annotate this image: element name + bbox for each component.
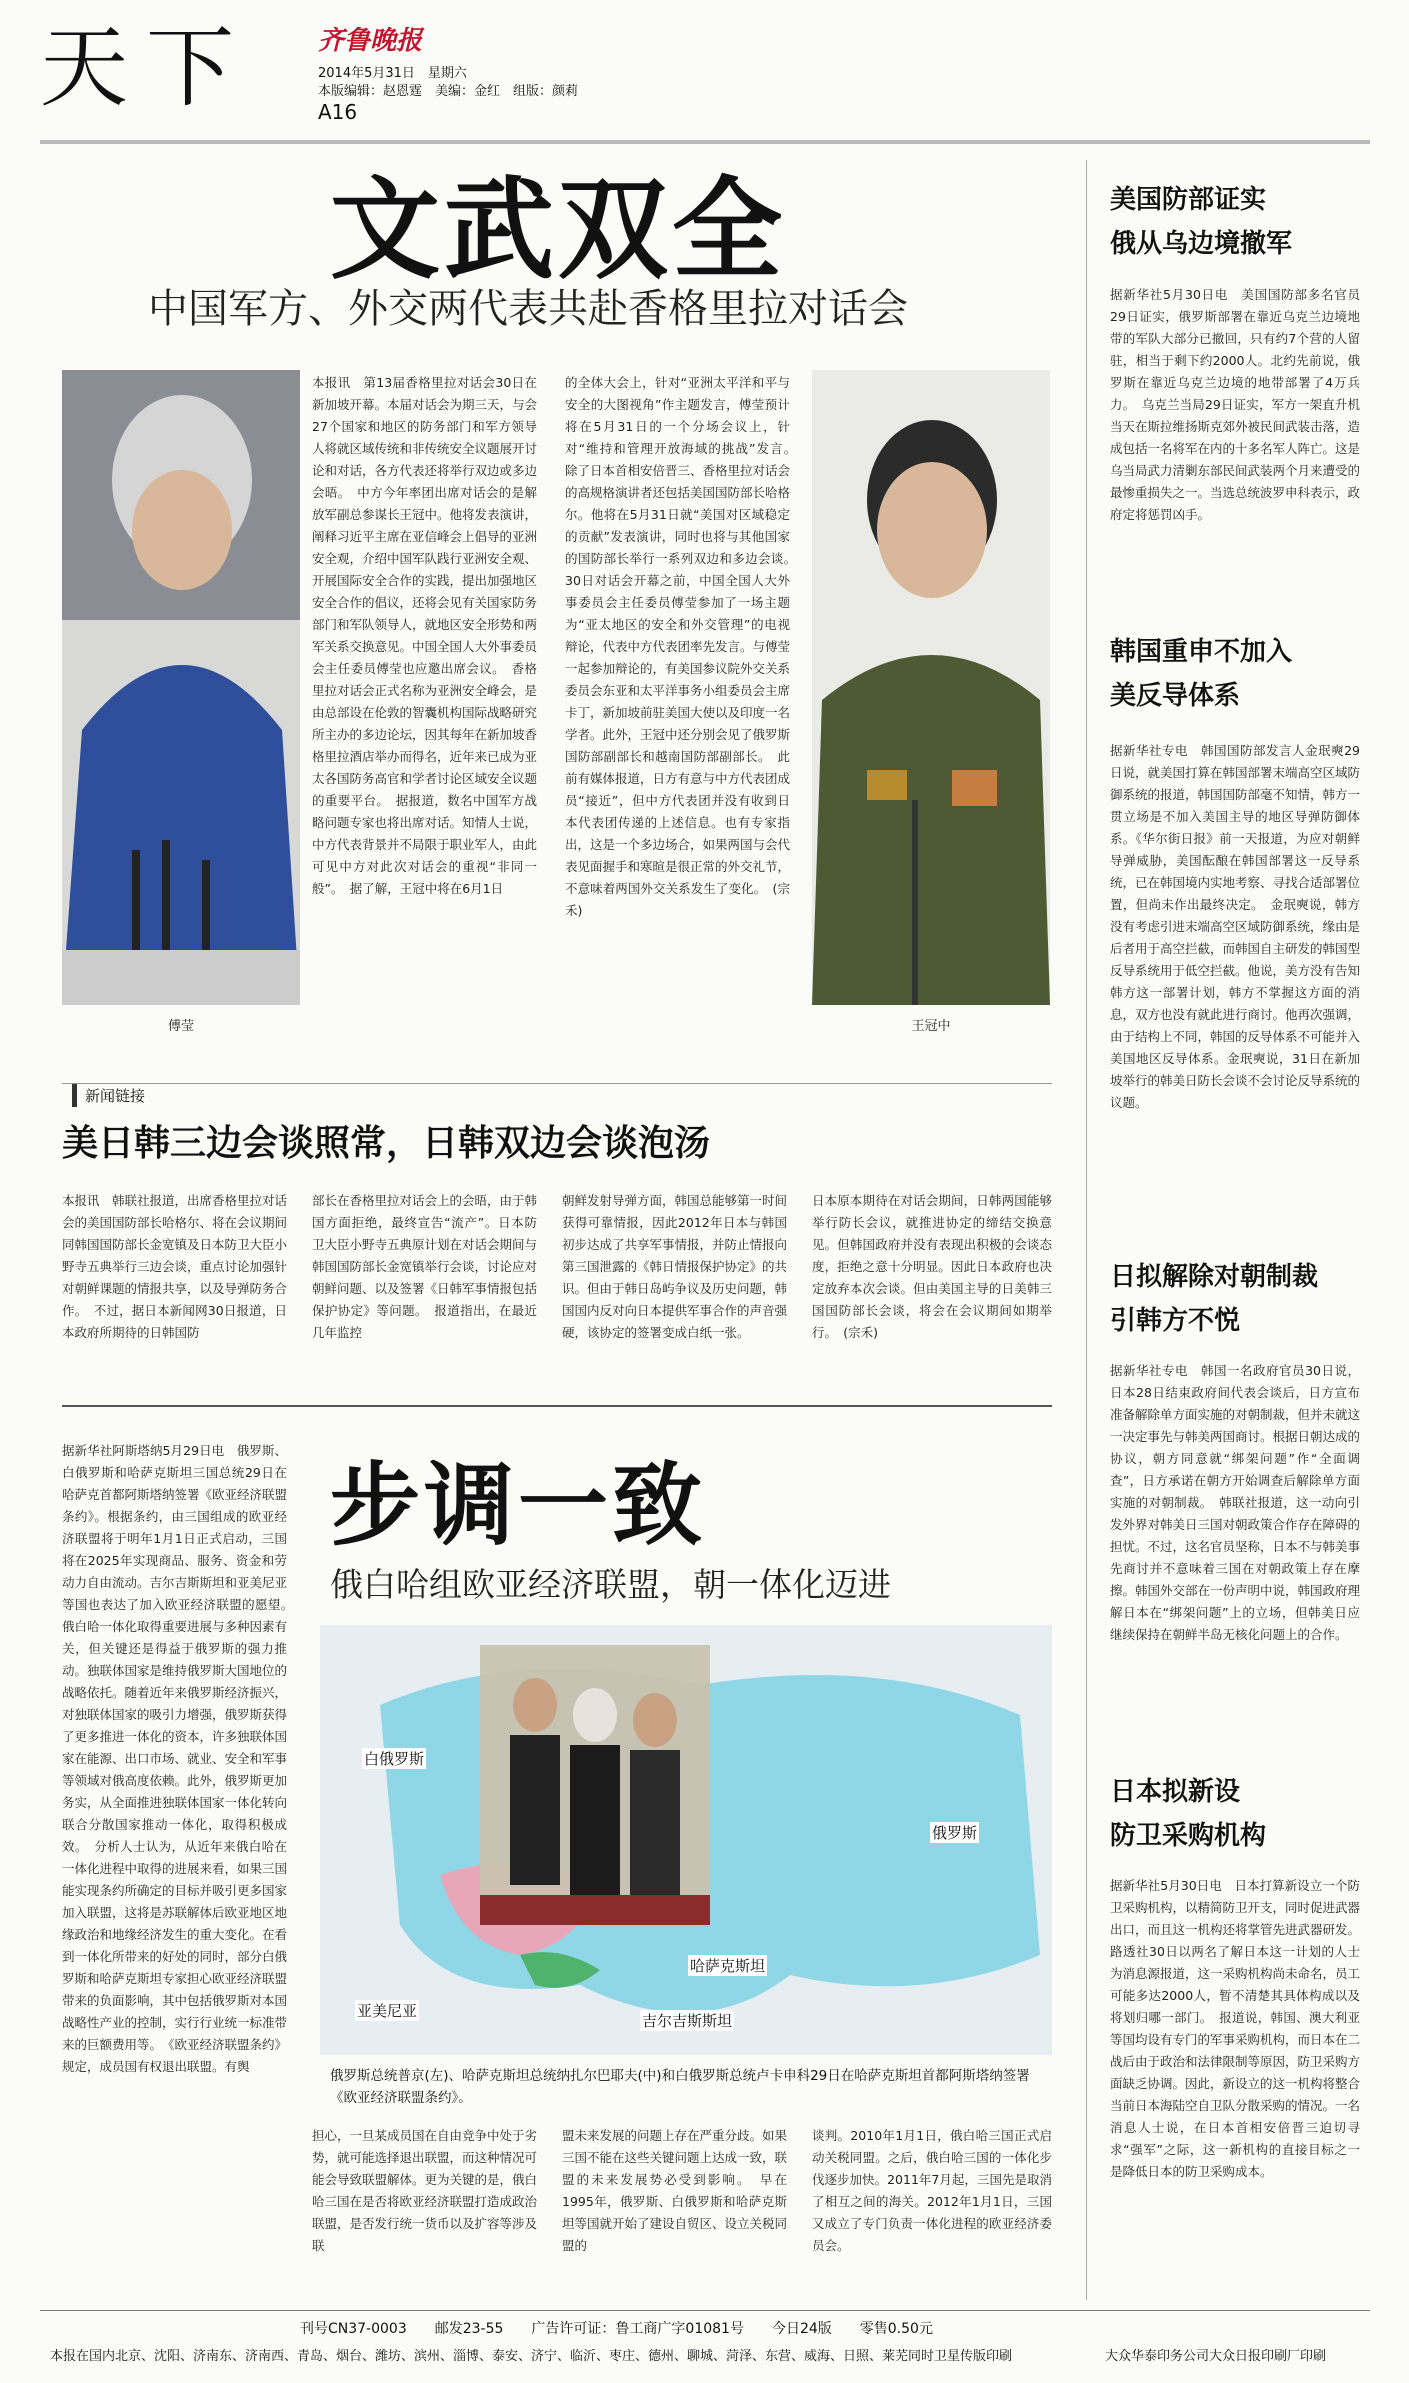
map-label-russia: 俄罗斯 [932,1824,978,1842]
eurasia-caption: 俄罗斯总统普京(左)、哈萨克斯坦总统纳扎尔巴耶夫(中)和白俄罗斯总统卢卡申科29日在哈萨克斯坦首都阿斯塔纳签署《欧亚经济联盟条约》。 [330,2068,1030,2106]
news-link-col2: 部长在香格里拉对话会上的会晤，由于韩国方面拒绝，最终宣告“流产”。日本防卫大臣小野寺五典原计划在对话会期间与韩国国防部长金宽镇举行会谈，讨论应对朝鲜问题、以及签署《日韩军事情报包括保护协定》等问题。 报道指出，在最近几年监控 [312,1193,538,1340]
sidebar-title-1: 美国防部证实 俄从乌边境撤军 [1110,185,1293,259]
lead-col1: 本报讯 第13届香格里拉对话会30日在新加坡开幕。本届对话会为期三天，与会27个国家和地区的防务部门和军方领导人将就区域传统和非传统安全议题展开讨论和对话，各方代表还将举行双边或多边会晤。 中方今年率团出席对话会的是解放军副总参谋长王冠中。他将发表演讲，阐释习近平主席在亚信峰会上倡导的亚洲安全观，介绍中国军队践行亚洲安全观、开展国际安全合作的实践，提出加强地区安全合作的倡议，还将会见有关国家防务部门和军队领导人，就地区安全形势和两军关系交换意见。中国全国人大外事委员会主任委员傅莹也应邀出席会议。 香格里拉对话会正式名称为亚洲安全峰会，是由总部设在伦敦的智囊机构国际战略研究所主办的多边论坛，因其每年在新加坡香格里拉酒店举办而得名，近年来已成为亚太各国防务高官和学者讨论区域安全议题的重要平台。 据报道，数名中国军方战略问题专家也将出席对话。知情人士说，中方代表背景并不局限于职业军人，由此可见中方对此次对话会的重视“非同一般”。 据了解，王冠中将在6月1日 [312,375,538,896]
masthead-rule [40,140,1370,144]
photo-fu-ying [62,370,300,1005]
news-link-col1: 本报讯 韩联社报道，出席香格里拉对话会的美国国防部长哈格尔、将在会议期间同韩国国防部长金宽镇及日本防卫大臣小野寺五典举行三边会谈，重点讨论加强针对朝鲜课题的情报共享，以及导弹防务合作。 不过，据日本新闻网30日报道，日本政府所期待的日韩国防 [62,1193,288,1340]
section-title: 天下 [40,16,253,119]
paper-logo: 齐鲁晚报 [318,26,423,56]
photo-wang-guanzhong [812,370,1050,1005]
news-link-col4: 日本原本期待在对话会期间，日韩两国能够举行防长会议，就推进协定的缔结交换意见。但韩国政府并没有表现出积极的会谈态度，拒绝之意十分明显。因此日本政府也决定放弃本次会谈。但由美国主导的日美韩三国国防部长会谈，将会在会议期间如期举行。 (宗禾) [812,1193,1052,1340]
eurasia-headline: 步调一致 [330,1452,706,1558]
sidebar-text-1: 据新华社5月30日电 美国国防部多名官员29日证实，俄罗斯部署在靠近乌克兰边境地带的军队大部分已撤回，只有约7个营的人留驻，相当于剩下约2000人。北约先前说，俄罗斯在靠近乌克兰边境的地带部署了4万兵力。 乌克兰当局29日证实，军方一架直升机当天在斯拉维扬斯克郊外被民间武装击落，造成包括一名将军在内的十多名军人阵亡。这是乌当局武力清剿东部民间武装两个月来遭受的最惨重损失之一。当选总统波罗申科表示，政府定将惩罚凶手。 [1110,287,1361,522]
lead-headline: 文武双全 [330,165,786,294]
footer-line3: 大众华泰印务公司大众日报印刷厂印刷 [1105,2349,1327,2364]
map-label-kyrgyzstan: 吉尔吉斯斯坦 [642,2012,733,2030]
editors-line: 本版编辑：赵恩霆 美编：金红 组版：颜莉 [318,84,579,99]
caption-left: 傅莹 [167,1019,194,1034]
footer-rule [40,2310,1370,2311]
eurasia-col-a: 担心，一旦某成员国在自由竞争中处于劣势，就可能选择退出联盟，而这种情况可能会导致联盟解体。更为关键的是，俄白哈三国在是否将欧亚经济联盟打造成政治联盟，是否发行统一货币以及扩容等涉及联 [312,2128,538,2253]
map-label-armenia: 亚美尼亚 [357,2002,418,2020]
lead-subhead: 中国军方、外交两代表共赴香格里拉对话会 [148,286,908,332]
sidebar-title-4: 日本拟新设 防卫采购机构 [1110,1777,1267,1851]
caption-right: 王冠中 [911,1019,951,1034]
eurasia-left-col: 据新华社阿斯塔纳5月29日电 俄罗斯、白俄罗斯和哈萨克斯坦三国总统29日在哈萨克首都阿斯塔纳签署《欧亚经济联盟条约》。根据条约，由三国组成的欧亚经济联盟将于明年1月1日正式启动，三国将在2025年实现商品、服务、资金和劳动力自由流动。吉尔吉斯斯坦和亚美尼亚等国也表达了加入欧亚经济联盟的愿望。 俄白哈一体化取得重要进展与多种因素有关，但关键还是得益于俄罗斯的强力推动。独联体国家是维持俄罗斯大国地位的战略依托。随着近年来俄罗斯经济振兴，对独联体国家的吸引力增强，俄罗斯获得了更多推进一体化的资本，许多独联体国家在能源、出口市场、就业、安全和军事等领域对俄高度依赖。此外，俄罗斯更加务实，从全面推进独联体国家一体化转向联合分散国家推动一体化，取得积极成效。 分析人士认为，从近年来俄白哈在一体化进程中取得的进展来看，如果三国能实现条约所确定的目标并吸引更多国家加入联盟，这将是苏联解体后欧亚地区地缘政治和地缘经济发生的重大变化。在看到一体化所带来的好处的同时，部分白俄罗斯和哈萨克斯坦专家担心欧亚经济联盟带来的负面影响，其中包括俄罗斯对本国战略性产业的控制，实行行业统一标准带来的巨额费用等。 《欧亚经济联盟条约》规定，成员国有权退出联盟。有舆 [62,1443,300,2074]
eurasia-subhead: 俄白哈组欧亚经济联盟，朝一体化迈进 [330,1565,891,1604]
news-link-headline: 美日韩三边会谈照常，日韩双边会谈泡汤 [62,1122,711,1164]
news-link-col3: 朝鲜发射导弹方面，韩国总能够第一时间获得可靠情报，因此2012年日本与韩国初步达成了共享军事情报，并防止情报向第三国泄露的《韩日情报保护协定》的共识。但由于韩日岛屿争议及历史问题，韩国国内反对向日本提供军事合作的声音强硬，该协定的签署变成白纸一张。 [562,1193,788,1340]
map-label-kazakhstan: 哈萨克斯坦 [690,1957,766,1975]
eurasia-col-c: 谈判。2010年1月1日，俄白哈三国正式启动关税同盟。之后，俄白哈三国的一体化步伐逐步加快。2011年7月起，三国先是取消了相互之间的海关。2012年1月1日，三国又成立了专门负责一体化进程的欧亚经济委员会。 [812,2128,1052,2253]
eurasia-col-b: 盟未来发展的问题上存在严重分歧。如果三国不能在这些关键问题上达成一致，联盟的未来发展势必受到影响。 早在1995年，俄罗斯、白俄罗斯和哈萨克斯坦等国就开始了建设自贸区、设立关税同盟的 [562,2128,788,2253]
news-link-tag: 新闻链接 [72,1084,153,1107]
lead-col2: 的全体大会上，针对“亚洲太平洋和平与安全的大图视角”作主题发言，傅莹预计将在5月31日的一个分场会议上，针对“维持和管理开放海域的挑战”发言。 除了日本首相安倍晋三、香格里拉对话会的高规格演讲者还包括美国国防部长哈格尔。他将在5月31日就“美国对区域稳定的贡献”发表演讲，同时也将与其他国家的国防部长举行一系列双边和多边会谈。 30日对话会开幕之前，中国全国人大外事委员会主任委员傅莹参加了一场主题为“亚太地区的安全和外交管理”的电视辩论，代表中方代表团率先发言。与傅莹一起参加辩论的，有美国参议院外交关系委员会东亚和太平洋事务小组委员会主席卡丁，新加坡前驻美国大使以及印度一名学者。此外，王冠中还分别会见了俄罗斯国防部副部长和越南国防部副部长。 此前有媒体报道，日方有意与中方代表团成员“接近”，但中方代表团并没有收到日本代表团传递的上述信息。也有专家指出，这是一个多边场合，如果两国与会代表见面握手和寒暄是很正常的外交礼节，不意味着两国外交关系发生了变化。 (宗禾) [565,375,803,918]
page-number: A16 [318,100,358,124]
sidebar-text-3: 据新华社专电 韩国一名政府官员30日说，日本28日结束政府间代表会谈后，日方宣布准备解除单方面实施的对朝制裁，但并未就这一决定事先与韩美两国商讨。根据日朝达成的协议，朝方同意就“绑架问题”作“全面调查”，日方承诺在朝方开始调查后解除单方面实施的对朝制裁。 韩联社报道，这一动向引发外界对韩美日三国对朝政策合作存在障碍的担忧。不过，这名官员坚称，日本不与韩美事先商讨并不意味着三国在对朝政策上存在摩擦。韩国外交部在一份声明中说，韩国政府理解日本在“绑架问题”上的立场，但韩美日应继续保持在朝鲜半岛无核化问题上的合作。 [1110,1363,1361,1642]
sidebar-divider [1086,160,1087,2300]
sidebar-text-2: 据新华社专电 韩国国防部发言人金珉奭29日说，就美国打算在韩国部署末端高空区域防御系统的报道，韩国国防部毫不知情，韩方一贯立场是不加入美国主导的地区导弹防御体系。《华尔街日报》前一天报道，为应对朝鲜导弹威胁，美国酝酿在韩国部署这一反导系统，已在韩国境内实地考察、寻找合适部署位置，但尚未作出最终决定。 金珉奭说，韩方没有考虑引进末端高空区域防御系统，缘由是后者用于高空拦截，而韩国自主研发的韩国型反导系统用于低空拦截。他说，美方没有告知韩方这一部署计划，韩方不掌握这方面的消息，双方也没有就此进行商讨。他再次强调，由于结构上不同，韩国的反导体系不可能并入美国地区反导体系。金珉奭说，31日在新加坡举行的韩美日防长会谈不会讨论反导系统的议题。 [1110,743,1361,1110]
sidebar-title-2: 韩国重申不加入 美反导体系 [1110,637,1293,711]
news-link-rule [62,1083,1052,1084]
sidebar-title-3: 日拟解除对朝制裁 引韩方不悦 [1110,1262,1319,1336]
footer-line1: 刊号CN37-0003 邮发23-55 广告许可证：鲁工商广字01081号 今日24版 零售0.50元 [300,2321,933,2337]
date-line: 2014年5月31日 星期六 [318,66,467,81]
footer-line2: 本报在国内北京、沈阳、济南东、济南西、青岛、烟台、潍坊、滨州、淄博、泰安、济宁、临沂、枣庄、德州、聊城、菏泽、东营、威海、日照、莱芜同时卫星传版印刷 [50,2349,1013,2364]
news-link-bottom-rule [62,1405,1052,1407]
sidebar-text-4: 据新华社5月30日电 日本打算新设立一个防卫采购机构，以精简防卫开支，同时促进武器出口，而且这一机构还将掌管先进武器研发。路透社30日以两名了解日本这一计划的人士为消息源报道，这一采购机构尚未命名，员工可能多达2000人，暂不清楚其具体构成以及将划归哪一部门。 报道说，韩国、澳大利亚等国均设有专门的军事采购机构，而日本在二战后由于政治和法律限制等原因，防卫采购方面缺乏协调。因此，新设立的这一机构将整合当前日本海陆空自卫队分散采购的情况。一名消息人士说，在日本首相安倍晋三迫切寻求“强军”之际，这一新机构的直接目标之一是降低日本的防卫采购成本。 [1110,1878,1361,2179]
map-label-belarus: 白俄罗斯 [364,1750,425,1768]
